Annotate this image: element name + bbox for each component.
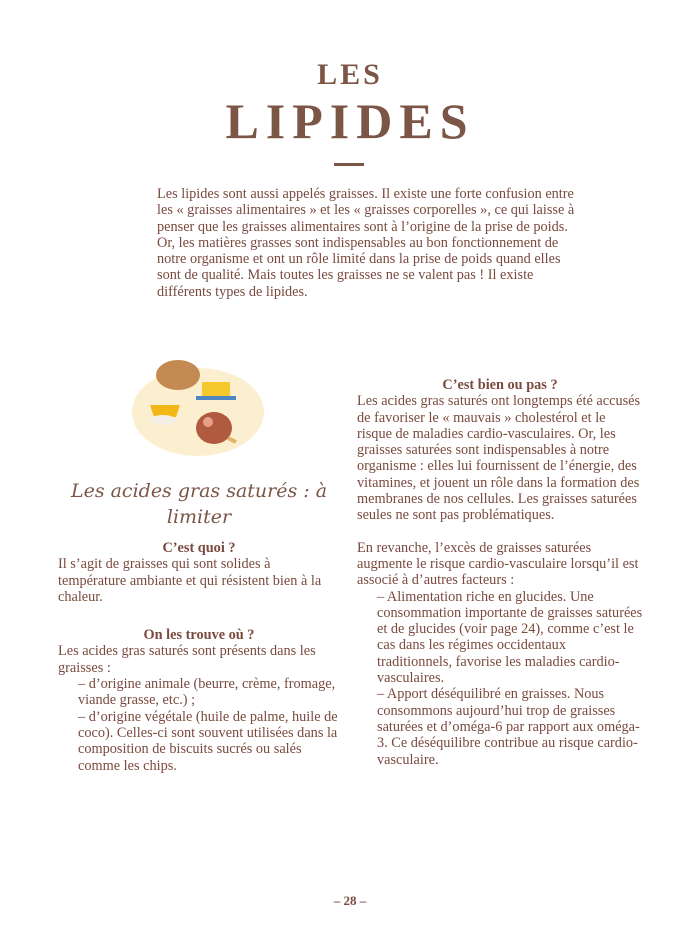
answer-text: En revanche, l’excès de graisses saturées augmente le risque cardio-vasculaire lorsqu’il est associé à d’autres facteurs : (357, 539, 639, 589)
list-item: – d’origine végétale (huile de palme, huile de coco). Celles-ci sont souvent utilisées dans la composition de biscuits sucrés ou salés comme les chips. (78, 708, 338, 774)
answer-text: Les acides gras saturés sont présents dans les graisses : (58, 643, 316, 676)
food-illustration (130, 360, 270, 465)
page-title: LIPIDES (225, 93, 475, 149)
answer-text: Les acides gras saturés ont longtemps été accusés de favoriser le « mauvais » cholestérol et le risque de maladies cardio-vasculaires. Or, les graisses saturées sont indispensables à notre organisme : elles lui fournissent de l’énergie, des vitamines, et jouent un rôle dans la formation des membranes de nos cellules. Les graisses saturées seules ne sont pas problématiques. (357, 393, 641, 524)
ham-icon (196, 412, 232, 444)
intro-paragraph: Les lipides sont aussi appelés graisses. Il existe une forte confusion entre les « graisses alimentaires » et les « graisses corporelles », ce qui laisse à penser que les graisses alimentaires sont à l’origine de la prise de poids. Or, les matières grasses sont indispensables au bon fonctionnement de notre organisme et ont un rôle limité dans la prise de poids quand elles sont de qualité. Mais toutes les graisses ne se valent pas ! Il existe différents types de lipides. (157, 186, 575, 300)
title-small: LES (317, 58, 383, 91)
answer-text: Il s’agit de graisses qui sont solides à température ambiante et qui résistent bien à la chaleur. (58, 556, 322, 605)
question-heading: On les trouve où ? (143, 627, 255, 644)
question-heading: C’est quoi ? (162, 540, 236, 556)
butter-icon (202, 382, 230, 396)
title-divider (334, 163, 364, 166)
left-column (58, 540, 340, 774)
section-title: Les acides gras saturés : à limiter (70, 480, 328, 528)
cookie-icon (156, 360, 200, 390)
list-item: – Apport déséquilibré en graisses. Nous consommons aujourd’hui trop de graisses saturées et d’oméga-6 par rapport aux oméga-3. Ce déséquilibre contribue au risque cardio-vasculaire. (377, 686, 640, 768)
question-heading: C’est bien ou pas ? (442, 377, 558, 393)
list-item: – Alimentation riche en glucides. Une consommation importante de graisses saturées et de glucides (voir page 24), comme c’est le cas dans les régimes occidentaux traditionnels, favorise les maladies cardio-vasculaires. (377, 588, 643, 687)
page-number: – 28 – (333, 893, 367, 908)
list-item: – d’origine animale (beurre, crème, fromage, viande grasse, etc.) ; (78, 676, 336, 709)
right-column (357, 377, 643, 768)
